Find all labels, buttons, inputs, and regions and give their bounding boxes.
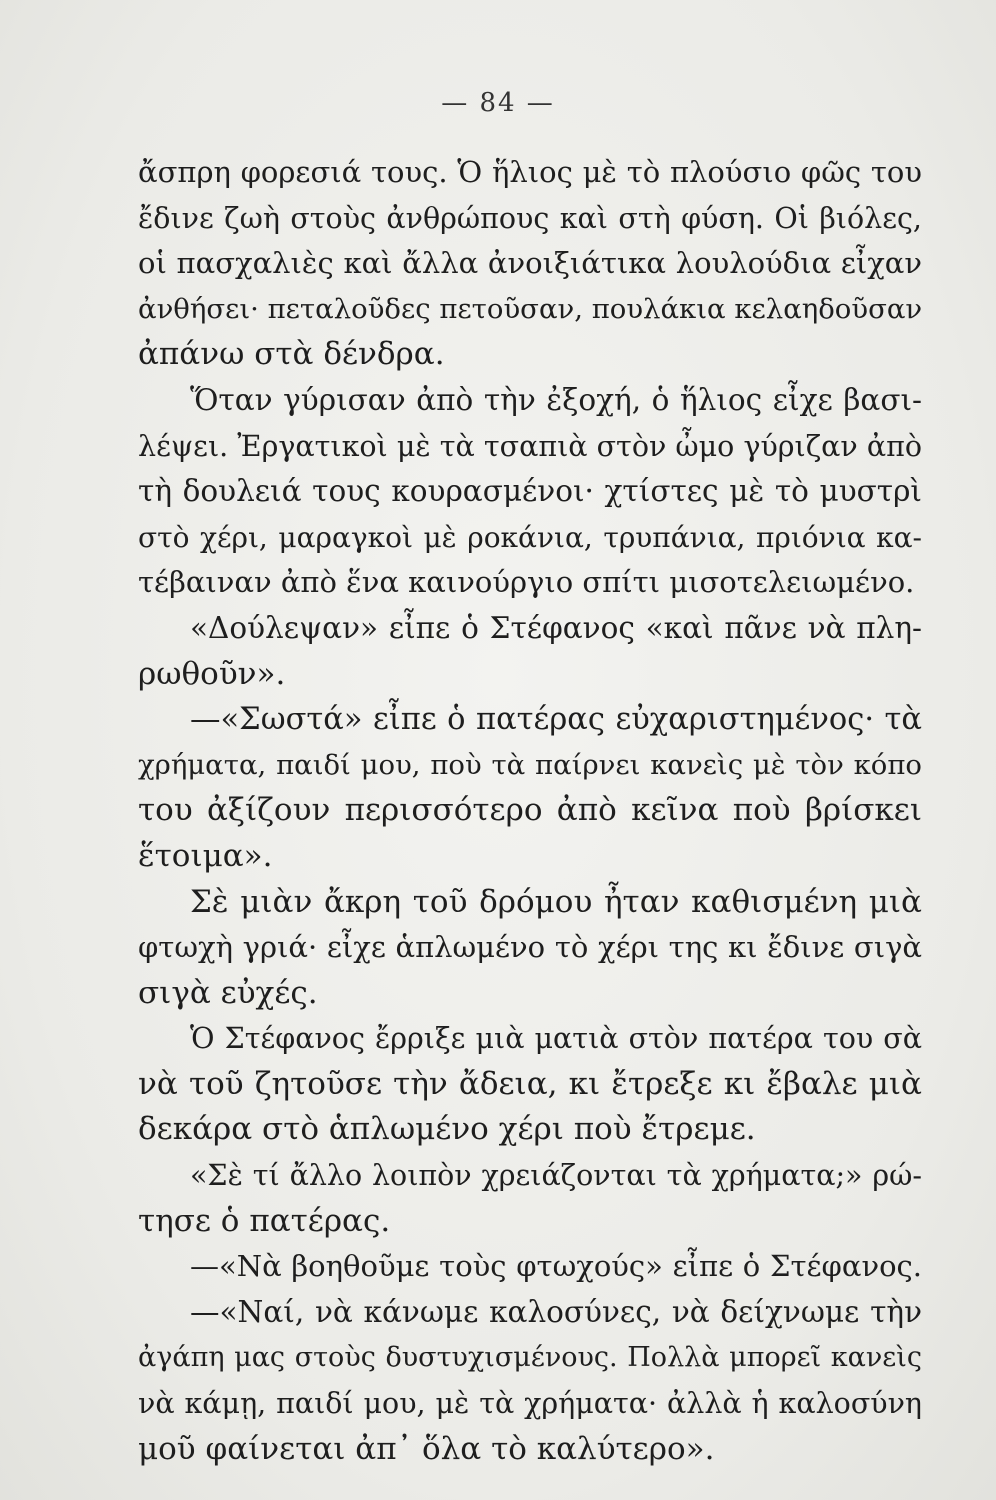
text-line: φτωχὴ γριά· εἶχε ἁπλωμένο τὸ χέρι της κι ἔδινε σιγὰ [138,930,922,965]
text-line: οἱ πασχαλιὲς καὶ ἄλλα ἀνοιξιάτικα λουλούδια εἶχαν [138,246,922,281]
text-line: τησε ὁ πατέρας. [138,1202,391,1239]
text-line: του ἀξίζουν περισσότερο ἀπὸ κεῖνα ποὺ βρίσκει [138,792,922,829]
text-line: —«Ναί, νὰ κάνωμε καλοσύνες, νὰ δείχνωμε τὴν [190,1294,922,1329]
text-line: σιγὰ εὐχές. [138,974,318,1011]
text-line: δεκάρα στὸ ἁπλωμένο χέρι ποὺ ἔτρεμε. [138,1111,756,1148]
text-line: λέψει. Ἐργατικοὶ μὲ τὰ τσαπιὰ στὸν ὦμο γύριζαν ἀπὸ [138,429,922,463]
text-line: ἔδινε ζωὴ στοὺς ἀνθρώπους καὶ στὴ φύση. Οἱ βιόλες, [138,201,922,235]
text-line: ἄσπρη φορεσιά τους. Ὁ ἥλιος μὲ τὸ πλούσιο φῶς του [138,155,922,189]
text-line: τέβαιναν ἀπὸ ἕνα καινούργιο σπίτι μισοτελειωμένο. [138,565,915,600]
text-line: ἀγάπη μας στοὺς δυστυχισμένους. Πολλὰ μπορεῖ κανεὶς [138,1342,922,1374]
text-line: νὰ τοῦ ζητοῦσε τὴν ἄδεια, κι ἔτρεξε κι ἔβαλε μιὰ [138,1065,922,1102]
text-line: ρωθοῦν». [138,655,286,692]
text-line: στὸ χέρι, μαραγκοὶ μὲ ροκάνια, τρυπάνια, πριόνια κα- [138,520,922,554]
text-line: ἀπάνω στὰ δένδρα. [138,336,445,373]
text-line: «Δούλεψαν» εἶπε ὁ Στέφανος «καὶ πᾶνε νὰ πλη- [190,610,922,645]
body-text [138,150,922,1472]
text-line: «Σὲ τί ἄλλο λοιπὸν χρειάζονται τὰ χρήματα;» ρώ- [190,1159,922,1193]
text-line: νὰ κάμῃ, παιδί μου, μὲ τὰ χρήματα· ἀλλὰ ἡ καλοσύνη [138,1387,922,1421]
text-line: μοῦ φαίνεται ἀπ᾿ ὅλα τὸ καλύτερο». [138,1430,715,1467]
text-line: Ὅταν γύρισαν ἀπὸ τὴν ἐξοχή, ὁ ἥλιος εἶχε βασι- [190,382,922,417]
text-line: τὴ δουλειά τους κουρασμένοι· χτίστες μὲ τὸ μυστρὶ [138,474,922,509]
text-line: Σὲ μιὰν ἄκρη τοῦ δρόμου ἦταν καθισμένη μιὰ [190,883,922,920]
page-number: — 84 — [441,88,555,118]
text-line: χρήματα, παιδί μου, ποὺ τὰ παίρνει κανεὶς μὲ τὸν κόπο [138,748,922,781]
text-line: ἕτοιμα». [138,837,273,874]
text-line: —«Νὰ βοηθοῦμε τοὺς φτωχούς» εἶπε ὁ Στέφανος. [190,1249,922,1284]
text-line: Ὁ Στέφανος ἔρριξε μιὰ ματιὰ στὸν πατέρα του σὰ [190,1022,922,1056]
text-line: ἀνθήσει· πεταλοῦδες πετοῦσαν, πουλάκια κελαηδοῦσαν [138,292,923,325]
text-line: —«Σωστά» εἶπε ὁ πατέρας εὐχαριστημένος· τὰ [190,702,922,738]
